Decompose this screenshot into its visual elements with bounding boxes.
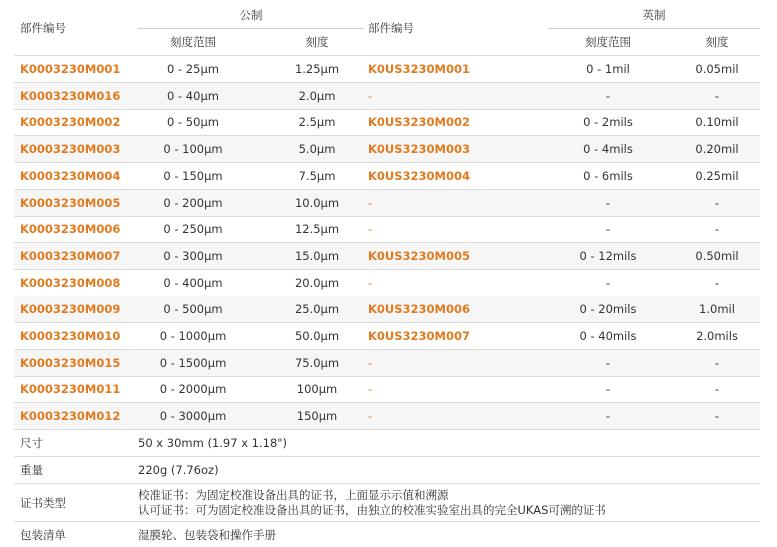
spec-row-weight (14, 457, 760, 484)
imperial-scale-cell: - (714, 356, 720, 370)
imperial-scale-cell: - (714, 276, 720, 290)
metric-scale-cell: 20.0µm (294, 276, 340, 290)
imperial-range-cell: 0 - 40mils (579, 329, 637, 343)
certificate-value (138, 484, 606, 521)
imperial-part-number-cell: - (368, 382, 373, 396)
metric-scale-cell: 10.0µm (294, 196, 340, 210)
table-row (14, 216, 760, 243)
metric-scale-cell: 150µm (296, 409, 338, 423)
imperial-part-number-cell: K0US3230M004 (368, 169, 470, 183)
metric-group-line (138, 28, 364, 29)
part-number-cell: K0003230M005 (20, 196, 121, 210)
imperial-part-number-cell: K0US3230M007 (368, 329, 470, 343)
imperial-range-cell: - (605, 89, 611, 103)
part-number-cell: K0003230M002 (20, 115, 121, 129)
metric-range-cell: 0 - 50µm (167, 115, 219, 129)
metric-range-cell: 0 - 40µm (167, 89, 219, 103)
metric-range-cell: 0 - 3000µm (159, 409, 227, 423)
metric-scale-cell: 2.5µm (298, 115, 336, 129)
imperial-scale-cell: 0.10mil (695, 115, 739, 129)
part-number-cell: K0003230M006 (20, 222, 121, 236)
metric-scale-cell: 25.0µm (294, 302, 340, 316)
imperial-part-number-cell: K0US3230M006 (368, 302, 470, 316)
imperial-range-cell: 0 - 6mils (583, 169, 633, 183)
metric-scale-cell: 12.5µm (294, 222, 340, 236)
part-number-cell: K0003230M015 (20, 356, 121, 370)
imperial-scale-cell: 2.0mils (696, 329, 738, 343)
part-number-cell: K0003230M001 (20, 62, 121, 76)
table-row (14, 243, 760, 270)
header-imperial: 英制 (642, 8, 666, 22)
header-range: 刻度范围 (170, 35, 216, 49)
imperial-part-number-cell: - (368, 409, 373, 423)
size-value: 50 x 30mm (1.97 x 1.18") (138, 436, 288, 450)
table-row (14, 136, 760, 163)
imperial-part-number-cell: - (368, 222, 373, 236)
imperial-range-cell: - (605, 382, 611, 396)
imperial-scale-cell: - (714, 382, 720, 396)
spec-row-size (14, 430, 760, 457)
imperial-scale-cell: 0.20mil (695, 142, 739, 156)
metric-scale-cell: 100µm (296, 382, 338, 396)
metric-range-cell: 0 - 500µm (163, 302, 223, 316)
table-row (14, 296, 760, 323)
certificate-line-accredited: 认可证书：可为固定校准设备出具的证书，由独立的校准实验室出具的完全UKAS可溯的证书 (138, 502, 606, 517)
metric-range-cell: 0 - 250µm (163, 222, 223, 236)
part-number-cell: K0003230M008 (20, 276, 121, 290)
part-number-cell: K0003230M003 (20, 142, 121, 156)
table-row (14, 83, 760, 110)
part-number-cell: K0003230M011 (20, 382, 121, 396)
package-value: 湿膜轮、包装袋和操作手册 (138, 527, 276, 542)
table-row (14, 270, 760, 297)
imperial-range-cell: - (605, 196, 611, 210)
metric-range-cell: 0 - 2000µm (159, 382, 227, 396)
metric-range-cell: 0 - 150µm (163, 169, 223, 183)
header-scale-imperial: 刻度 (705, 35, 729, 49)
imperial-range-cell: 0 - 20mils (579, 302, 637, 316)
imperial-part-number-cell: K0US3230M005 (368, 249, 470, 263)
imperial-scale-cell: 0.50mil (695, 249, 739, 263)
certificate-line-calibration: 校准证书：为固定校准设备出具的证书，上面显示示值和溯源 (138, 487, 449, 502)
part-number-cell: K0003230M016 (20, 89, 121, 103)
metric-range-cell: 0 - 400µm (163, 276, 223, 290)
table-row (14, 350, 760, 377)
header-scale: 刻度 (305, 35, 329, 49)
imperial-part-number-cell: K0US3230M003 (368, 142, 470, 156)
header-metric: 公制 (239, 8, 263, 22)
header-part-no-imperial: 部件编号 (368, 21, 414, 35)
table-row (14, 403, 760, 430)
table-row (14, 376, 760, 403)
metric-range-cell: 0 - 300µm (163, 249, 223, 263)
table-row (14, 56, 760, 83)
metric-scale-cell: 75.0µm (294, 356, 340, 370)
imperial-range-cell: 0 - 12mils (579, 249, 637, 263)
imperial-part-number-cell: - (368, 356, 373, 370)
imperial-part-number-cell: K0US3230M001 (368, 62, 470, 76)
table-row (14, 190, 760, 217)
imperial-scale-cell: 0.05mil (695, 62, 739, 76)
table-row (14, 163, 760, 190)
part-number-cell: K0003230M009 (20, 302, 121, 316)
header-part-no: 部件编号 (20, 21, 66, 35)
spec-row-certificate (14, 484, 760, 522)
weight-label: 重量 (20, 463, 43, 477)
weight-value: 220g (7.76oz) (138, 463, 219, 477)
metric-scale-cell: 7.5µm (298, 169, 336, 183)
imperial-range-cell: - (605, 222, 611, 236)
imperial-scale-cell: - (714, 196, 720, 210)
imperial-range-cell: 0 - 4mils (583, 142, 633, 156)
imperial-range-cell: - (605, 409, 611, 423)
imperial-part-number-cell: K0US3230M002 (368, 115, 470, 129)
spec-row-package (14, 522, 760, 547)
table-row (14, 109, 760, 136)
imperial-scale-cell: - (714, 222, 720, 236)
imperial-scale-cell: - (714, 409, 720, 423)
imperial-range-cell: - (605, 276, 611, 290)
part-number-cell: K0003230M007 (20, 249, 121, 263)
metric-range-cell: 0 - 200µm (163, 196, 223, 210)
table-row (14, 323, 760, 350)
metric-scale-cell: 50.0µm (294, 329, 340, 343)
metric-scale-cell: 5.0µm (298, 142, 336, 156)
metric-range-cell: 0 - 1000µm (159, 329, 227, 343)
imperial-range-cell: 0 - 2mils (583, 115, 633, 129)
metric-range-cell: 0 - 25µm (167, 62, 219, 76)
size-label: 尺寸 (20, 436, 43, 450)
certificate-label: 证书类型 (20, 495, 66, 510)
imperial-part-number-cell: - (368, 276, 373, 290)
imperial-scale-cell: 1.0mil (699, 302, 735, 316)
imperial-group-line (548, 28, 760, 29)
imperial-part-number-cell: - (368, 196, 373, 210)
metric-range-cell: 0 - 100µm (163, 142, 223, 156)
part-number-cell: K0003230M010 (20, 329, 121, 343)
package-label: 包装清单 (20, 527, 66, 542)
metric-range-cell: 0 - 1500µm (159, 356, 227, 370)
imperial-part-number-cell: - (368, 89, 373, 103)
part-number-cell: K0003230M012 (20, 409, 121, 423)
part-number-cell: K0003230M004 (20, 169, 121, 183)
table-header (14, 0, 760, 56)
metric-scale-cell: 1.25µm (294, 62, 340, 76)
imperial-scale-cell: - (714, 89, 720, 103)
imperial-range-cell: 0 - 1mil (586, 62, 630, 76)
imperial-scale-cell: 0.25mil (695, 169, 739, 183)
header-range-imperial: 刻度范围 (585, 35, 631, 49)
metric-scale-cell: 15.0µm (294, 249, 340, 263)
metric-scale-cell: 2.0µm (298, 89, 336, 103)
imperial-range-cell: - (605, 356, 611, 370)
